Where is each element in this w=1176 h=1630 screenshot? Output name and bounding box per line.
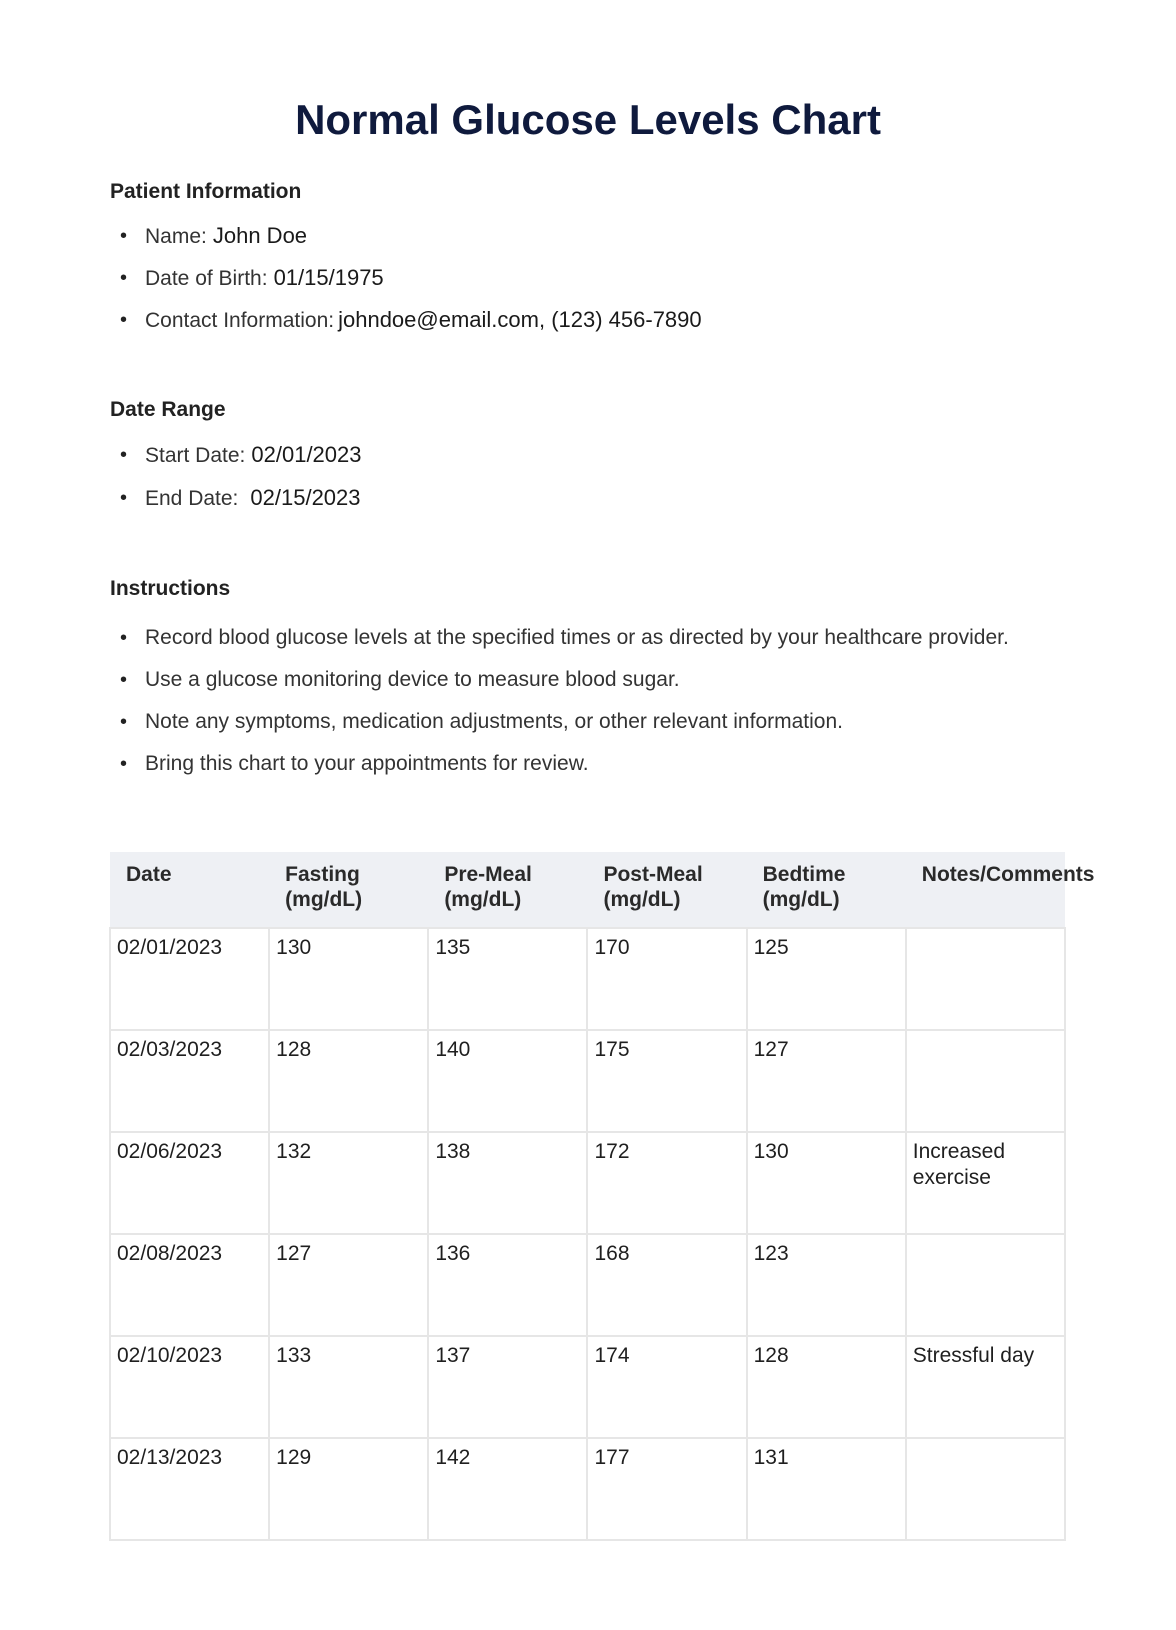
field-label: Date of Birth: [145,267,268,290]
table-row [110,1132,1065,1234]
cell-bedtime: 128 [747,1336,906,1438]
patient-name: John Doe [212,223,308,248]
cell-post-meal: 172 [587,1132,746,1234]
header-date: Date [110,852,269,928]
cell-notes [906,1234,1065,1336]
cell-post-meal: 170 [587,928,746,1030]
field-label: Name: [145,225,207,248]
cell-notes: Increased exercise [906,1132,1065,1234]
start-date: 02/01/2023 [251,442,362,467]
cell-date: 02/08/2023 [110,1234,269,1336]
patient-info-list [110,222,1050,335]
field-label: Contact Information: [145,309,335,332]
list-item [110,708,1010,736]
cell-bedtime: 123 [747,1234,906,1336]
cell-pre-meal: 136 [428,1234,587,1336]
cell-notes [906,928,1065,1030]
table-row [110,1438,1065,1540]
list-item [110,264,1050,293]
header-post-meal: Post-Meal (mg/dL) [587,852,746,928]
cell-notes: Stressful day [906,1336,1065,1438]
instructions-heading: Instructions [110,577,231,600]
date-range-heading: Date Range [110,398,226,421]
header-fasting: Fasting (mg/dL) [269,852,428,928]
list-item [110,222,1050,251]
table-row [110,928,1065,1030]
cell-date: 02/10/2023 [110,1336,269,1438]
cell-date: 02/06/2023 [110,1132,269,1234]
cell-pre-meal: 138 [428,1132,587,1234]
instruction-text: Bring this chart to your appointments for review. [145,752,589,775]
cell-date: 02/01/2023 [110,928,269,1030]
cell-fasting: 133 [269,1336,428,1438]
cell-fasting: 129 [269,1438,428,1540]
patient-info-heading: Patient Information [110,180,302,203]
table-header-row [110,852,1065,928]
field-label: Start Date: [145,444,246,467]
cell-pre-meal: 137 [428,1336,587,1438]
instruction-text: Record blood glucose levels at the specified times or as directed by your healthcare provider. [145,626,1009,649]
list-item [110,750,1010,778]
list-item [110,484,1050,513]
page-title: Normal Glucose Levels Chart [295,96,881,143]
cell-date: 02/03/2023 [110,1030,269,1132]
instructions-list [110,624,1010,778]
cell-pre-meal: 142 [428,1438,587,1540]
glucose-table [109,852,1095,1541]
header-pre-meal: Pre-Meal (mg/dL) [428,852,587,928]
cell-pre-meal: 135 [428,928,587,1030]
cell-bedtime: 127 [747,1030,906,1132]
table-row [110,1336,1065,1438]
list-item [110,666,1010,694]
cell-fasting: 130 [269,928,428,1030]
instruction-text: Note any symptoms, medication adjustments, or other relevant information. [145,710,843,733]
list-item [110,441,1050,470]
cell-pre-meal: 140 [428,1030,587,1132]
header-bedtime: Bedtime (mg/dL) [747,852,906,928]
list-item [110,306,1050,335]
field-label: End Date: [145,487,239,510]
cell-date: 02/13/2023 [110,1438,269,1540]
cell-post-meal: 177 [587,1438,746,1540]
cell-post-meal: 168 [587,1234,746,1336]
instruction-text: Use a glucose monitoring device to measure blood sugar. [145,668,680,691]
cell-fasting: 127 [269,1234,428,1336]
date-of-birth: 01/15/1975 [273,265,384,290]
contact-info: johndoe@email.com, (123) 456-7890 [338,307,702,332]
table-row [110,1030,1065,1132]
cell-notes [906,1438,1065,1540]
date-range-list [110,441,1050,513]
cell-fasting: 132 [269,1132,428,1234]
table-row [110,1234,1065,1336]
cell-bedtime: 130 [747,1132,906,1234]
cell-bedtime: 125 [747,928,906,1030]
cell-notes [906,1030,1065,1132]
header-notes: Notes/Comments [906,852,1065,928]
cell-fasting: 128 [269,1030,428,1132]
cell-post-meal: 174 [587,1336,746,1438]
cell-post-meal: 175 [587,1030,746,1132]
cell-bedtime: 131 [747,1438,906,1540]
list-item [110,624,1010,652]
end-date: 02/15/2023 [250,485,361,510]
